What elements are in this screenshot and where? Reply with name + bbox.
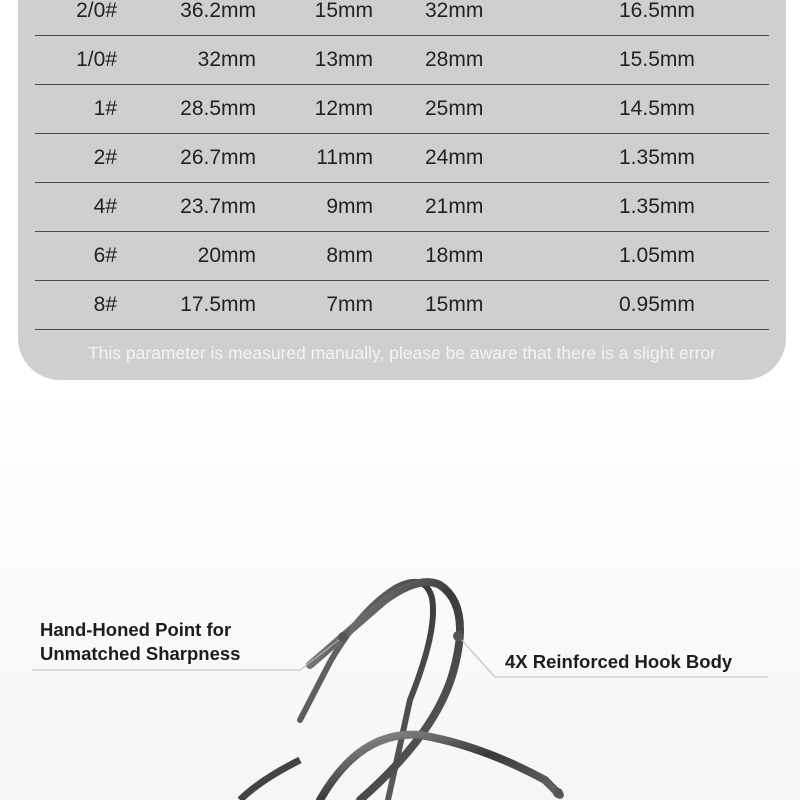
length-cell: 32mm xyxy=(197,48,256,71)
table-row xyxy=(35,35,769,85)
shank-cell: 32mm xyxy=(425,0,484,22)
shank-cell: 21mm xyxy=(425,195,484,218)
length-cell: 28.5mm xyxy=(180,97,256,120)
body-callout-line xyxy=(458,636,495,677)
size-cell: 1# xyxy=(93,97,117,120)
shank-cell: 18mm xyxy=(425,244,484,267)
body-callout-text: 4X Reinforced Hook Body xyxy=(505,651,733,672)
shank-cell: 15mm xyxy=(425,293,484,316)
size-table-card xyxy=(18,0,786,380)
body-callout-dot xyxy=(453,631,463,641)
table-row xyxy=(35,84,769,134)
size-cell: 1/0# xyxy=(76,48,117,71)
length-cell: 23.7mm xyxy=(180,195,256,218)
gap-cell: 13mm xyxy=(314,48,373,71)
wire-cell: 1.35mm xyxy=(619,195,695,218)
wire-cell: 1.35mm xyxy=(619,146,695,169)
size-cell: 2/0# xyxy=(76,0,117,22)
wire-cell: 16.5mm xyxy=(619,0,695,22)
shank-cell: 25mm xyxy=(425,97,484,120)
size-cell: 2# xyxy=(93,146,117,169)
table-row xyxy=(35,0,769,36)
length-cell: 36.2mm xyxy=(180,0,256,22)
wire-cell: 0.95mm xyxy=(619,293,695,316)
length-cell: 26.7mm xyxy=(180,146,256,169)
gap-cell: 9mm xyxy=(326,195,373,218)
point-callout-line1: Hand-Honed Point for xyxy=(40,619,232,640)
table-row xyxy=(35,280,769,330)
gap-cell: 8mm xyxy=(326,244,373,267)
wire-cell: 1.05mm xyxy=(619,244,695,267)
hook-front-prong xyxy=(310,582,460,800)
shank-cell: 24mm xyxy=(425,146,484,169)
size-cell: 6# xyxy=(93,244,117,267)
gap-cell: 11mm xyxy=(316,146,373,169)
point-callout-line2: Unmatched Sharpness xyxy=(40,643,241,664)
size-cell: 4# xyxy=(93,195,117,218)
measurement-note: This parameter is measured manually, please be aware that there is a slight error xyxy=(87,343,717,363)
gap-cell: 7mm xyxy=(326,293,373,316)
size-cell: 8# xyxy=(93,293,117,316)
shank-cell: 28mm xyxy=(425,48,484,71)
point-callout-dot xyxy=(338,632,348,642)
treble-hook-illustration xyxy=(0,400,800,800)
gap-cell: 12mm xyxy=(314,97,373,120)
table-row xyxy=(35,182,769,232)
table-row xyxy=(35,133,769,183)
length-cell: 20mm xyxy=(197,244,256,267)
table-row xyxy=(35,231,769,281)
point-callout-text xyxy=(40,618,240,666)
hook-shank xyxy=(240,760,300,800)
wire-cell: 15.5mm xyxy=(619,48,695,71)
length-cell: 17.5mm xyxy=(180,293,256,316)
hook-lower-bend xyxy=(320,735,560,800)
wire-cell: 14.5mm xyxy=(619,97,695,120)
extra-callout-dot xyxy=(553,788,563,798)
gap-cell: 15mm xyxy=(314,0,373,22)
